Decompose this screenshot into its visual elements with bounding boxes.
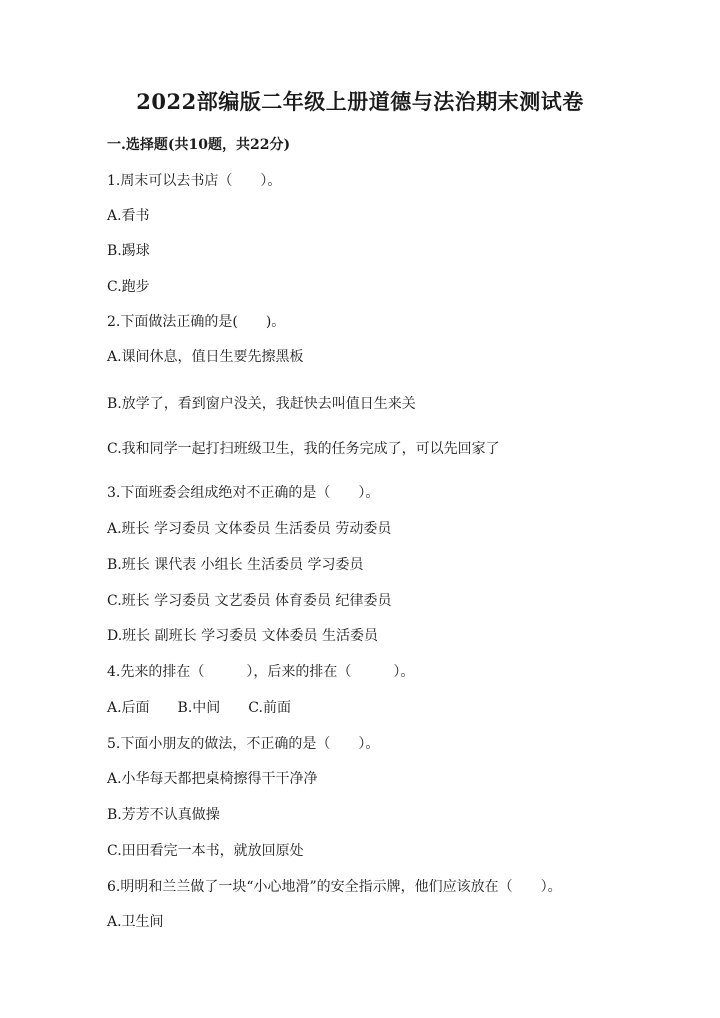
question-4: 4.先来的排在（ ），后来的排在（ ）。 [107, 664, 415, 680]
page-title: 2022部编版二年级上册道德与法治期末测试卷 [136, 89, 584, 114]
option-2b: B.放学了，看到窗户没关，我赶快去叫值日生来关 [107, 396, 416, 412]
option-2a: A.课间休息，值日生要先擦黑板 [107, 349, 304, 365]
option-1b: B.踢球 [107, 243, 150, 259]
question-6: 6.明明和兰兰做了一块“小心地滑”的安全指示牌，他们应该放在（ ）。 [107, 879, 562, 895]
question-3: 3.下面班委会组成绝对不正确的是（ ）。 [107, 485, 380, 501]
option-3a: A.班长 学习委员 文体委员 生活委员 劳动委员 [107, 521, 392, 537]
option-5a: A.小华每天都把桌椅擦得干干净净 [107, 771, 318, 787]
options-4: A.后面 B.中间 C.前面 [107, 700, 291, 716]
option-1a: A.看书 [107, 208, 150, 224]
question-1: 1.周末可以去书店（ ）。 [107, 173, 282, 189]
option-6a: A.卫生间 [107, 914, 164, 930]
question-2: 2.下面做法正确的是( )。 [107, 314, 286, 330]
option-5c: C.田田看完一本书，就放回原处 [107, 843, 304, 859]
option-2c: C.我和同学一起打扫班级卫生，我的任务完成了，可以先回家了 [107, 441, 500, 457]
option-5b: B.芳芳不认真做操 [107, 807, 220, 823]
option-3d: D.班长 副班长 学习委员 文体委员 生活委员 [107, 628, 378, 644]
section-heading: 一.选择题(共10题，共22分) [107, 137, 291, 153]
option-1c: C.跑步 [107, 279, 150, 295]
option-3b: B.班长 课代表 小组长 生活委员 学习委员 [107, 557, 364, 573]
question-5: 5.下面小朋友的做法，不正确的是（ ）。 [107, 736, 380, 752]
option-3c: C.班长 学习委员 文艺委员 体育委员 纪律委员 [107, 593, 392, 609]
